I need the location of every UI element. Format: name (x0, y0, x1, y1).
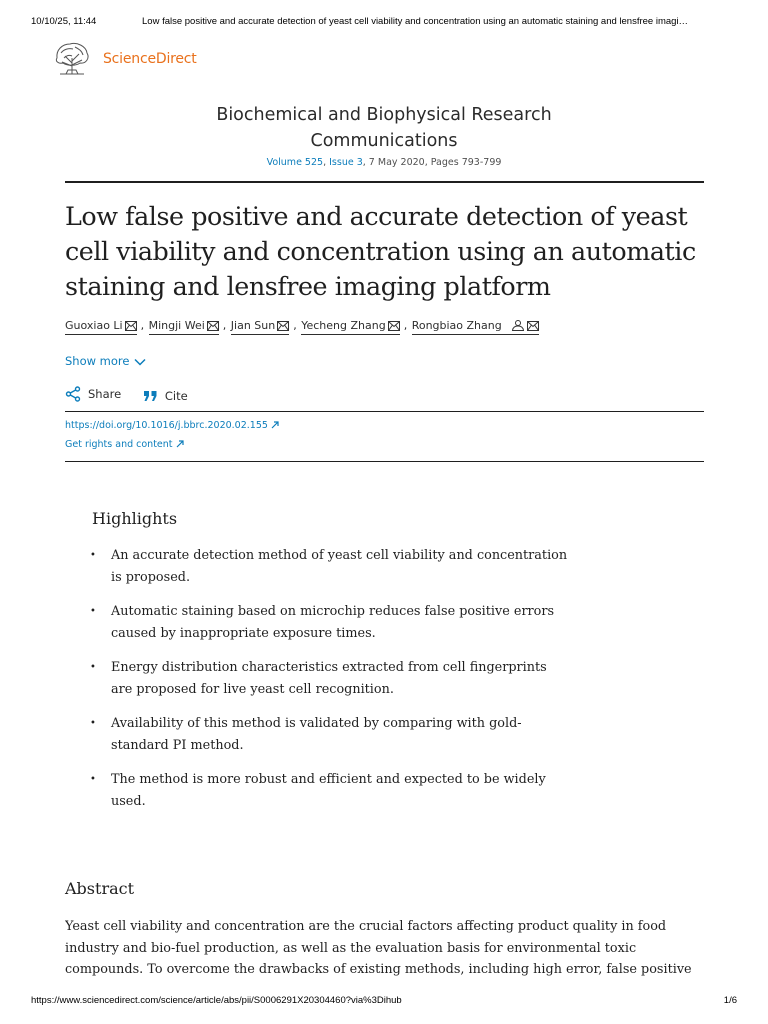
share-icon (65, 386, 81, 402)
highlight-item: • Energy distribution characteristics extracted from cell fingerprints are proposed for live yeast cell recognition. (90, 657, 570, 701)
author-link[interactable] (149, 319, 219, 335)
sciencedirect-logo[interactable] (52, 41, 212, 75)
highlight-item: • The method is more robust and efficient and expected to be widely used. (90, 769, 570, 813)
journal-name[interactable] (0, 102, 768, 154)
cite-label: Cite (164, 389, 188, 403)
author-list: Guoxiao Li , Mingji Wei , Jian Sun , Yecheng Zhang , Rongbiao Zhang (65, 319, 543, 335)
doi-link[interactable] (65, 420, 279, 431)
print-page-title: Low false positive and accurate detection of yeast cell viability and concentration using an automatic staining and lensfree imagi… (142, 16, 689, 27)
volume-separator: , (323, 157, 330, 168)
highlights-list (90, 545, 570, 825)
author-name: Rongbiao Zhang (411, 319, 502, 332)
mail-icon (388, 321, 400, 331)
author-name: Guoxiao Li (65, 319, 123, 332)
elsevier-tree-icon (52, 41, 92, 75)
highlight-item: • An accurate detection method of yeast cell viability and concentration is proposed. (90, 545, 570, 589)
print-page-number: 1/6 (723, 995, 737, 1006)
date-pages: , 7 May 2020, Pages 793-799 (362, 157, 502, 168)
journal-name-line2: Communications (310, 131, 458, 151)
author-link[interactable] (412, 319, 540, 335)
print-url: https://www.sciencedirect.com/science/article/abs/pii/S0006291X20304460?via%3Dihub (31, 995, 402, 1006)
author-link[interactable] (231, 319, 289, 335)
brand-name: ScienceDirect (103, 51, 197, 67)
author-name: Yecheng Zhang (301, 319, 386, 332)
highlights-heading: Highlights (92, 509, 178, 528)
print-header (0, 16, 768, 30)
issue-link[interactable]: Issue 3 (329, 157, 363, 168)
article-title: Low false positive and accurate detection of yeast cell viability and concentration using an automatic staining and lensfree imaging platform (65, 201, 696, 301)
author-name: Mingji Wei (148, 319, 205, 332)
author-link[interactable] (65, 319, 137, 335)
journal-name-line1: Biochemical and Biophysical Research (216, 105, 552, 125)
volume-info (0, 157, 768, 168)
author-name: Jian Sun (230, 319, 276, 332)
print-date: 10/10/25, 11:44 (31, 16, 97, 27)
volume-link[interactable]: Volume 525 (266, 157, 324, 168)
actions-divider (65, 411, 704, 412)
author-link[interactable] (301, 319, 399, 335)
abstract-heading: Abstract (65, 879, 135, 898)
doi-divider (65, 461, 704, 462)
doi-text: https://doi.org/10.1016/j.bbrc.2020.02.155 (65, 420, 268, 431)
cite-button[interactable] (143, 389, 188, 403)
article-actions (65, 386, 206, 405)
share-button[interactable] (65, 386, 121, 402)
mail-icon (125, 321, 137, 331)
rights-text: Get rights and content (65, 439, 173, 450)
mail-icon (277, 321, 289, 331)
share-label: Share (88, 387, 122, 401)
abstract-text: Yeast cell viability and concentration are the crucial factors affecting product quality in food industry and bio-fuel production, as well as the evaluation basis for environmental toxic compounds. To overcome the drawbacks of existing methods, including high error, false positive (65, 919, 692, 977)
external-link-icon (176, 440, 184, 448)
header-divider (65, 181, 704, 183)
chevron-down-icon (134, 358, 146, 366)
mail-icon (527, 321, 539, 331)
show-more-button[interactable] (65, 354, 146, 368)
person-icon (511, 320, 525, 331)
show-more-label: Show more (65, 354, 130, 368)
highlight-item: • Availability of this method is validated by comparing with gold-standard PI method. (90, 713, 570, 757)
highlight-item: • Automatic staining based on microchip reduces false positive errors caused by inappropriate exposure times. (90, 601, 570, 645)
rights-link[interactable] (65, 439, 184, 450)
external-link-icon (271, 421, 279, 429)
quote-icon (143, 390, 158, 402)
mail-icon (207, 321, 219, 331)
